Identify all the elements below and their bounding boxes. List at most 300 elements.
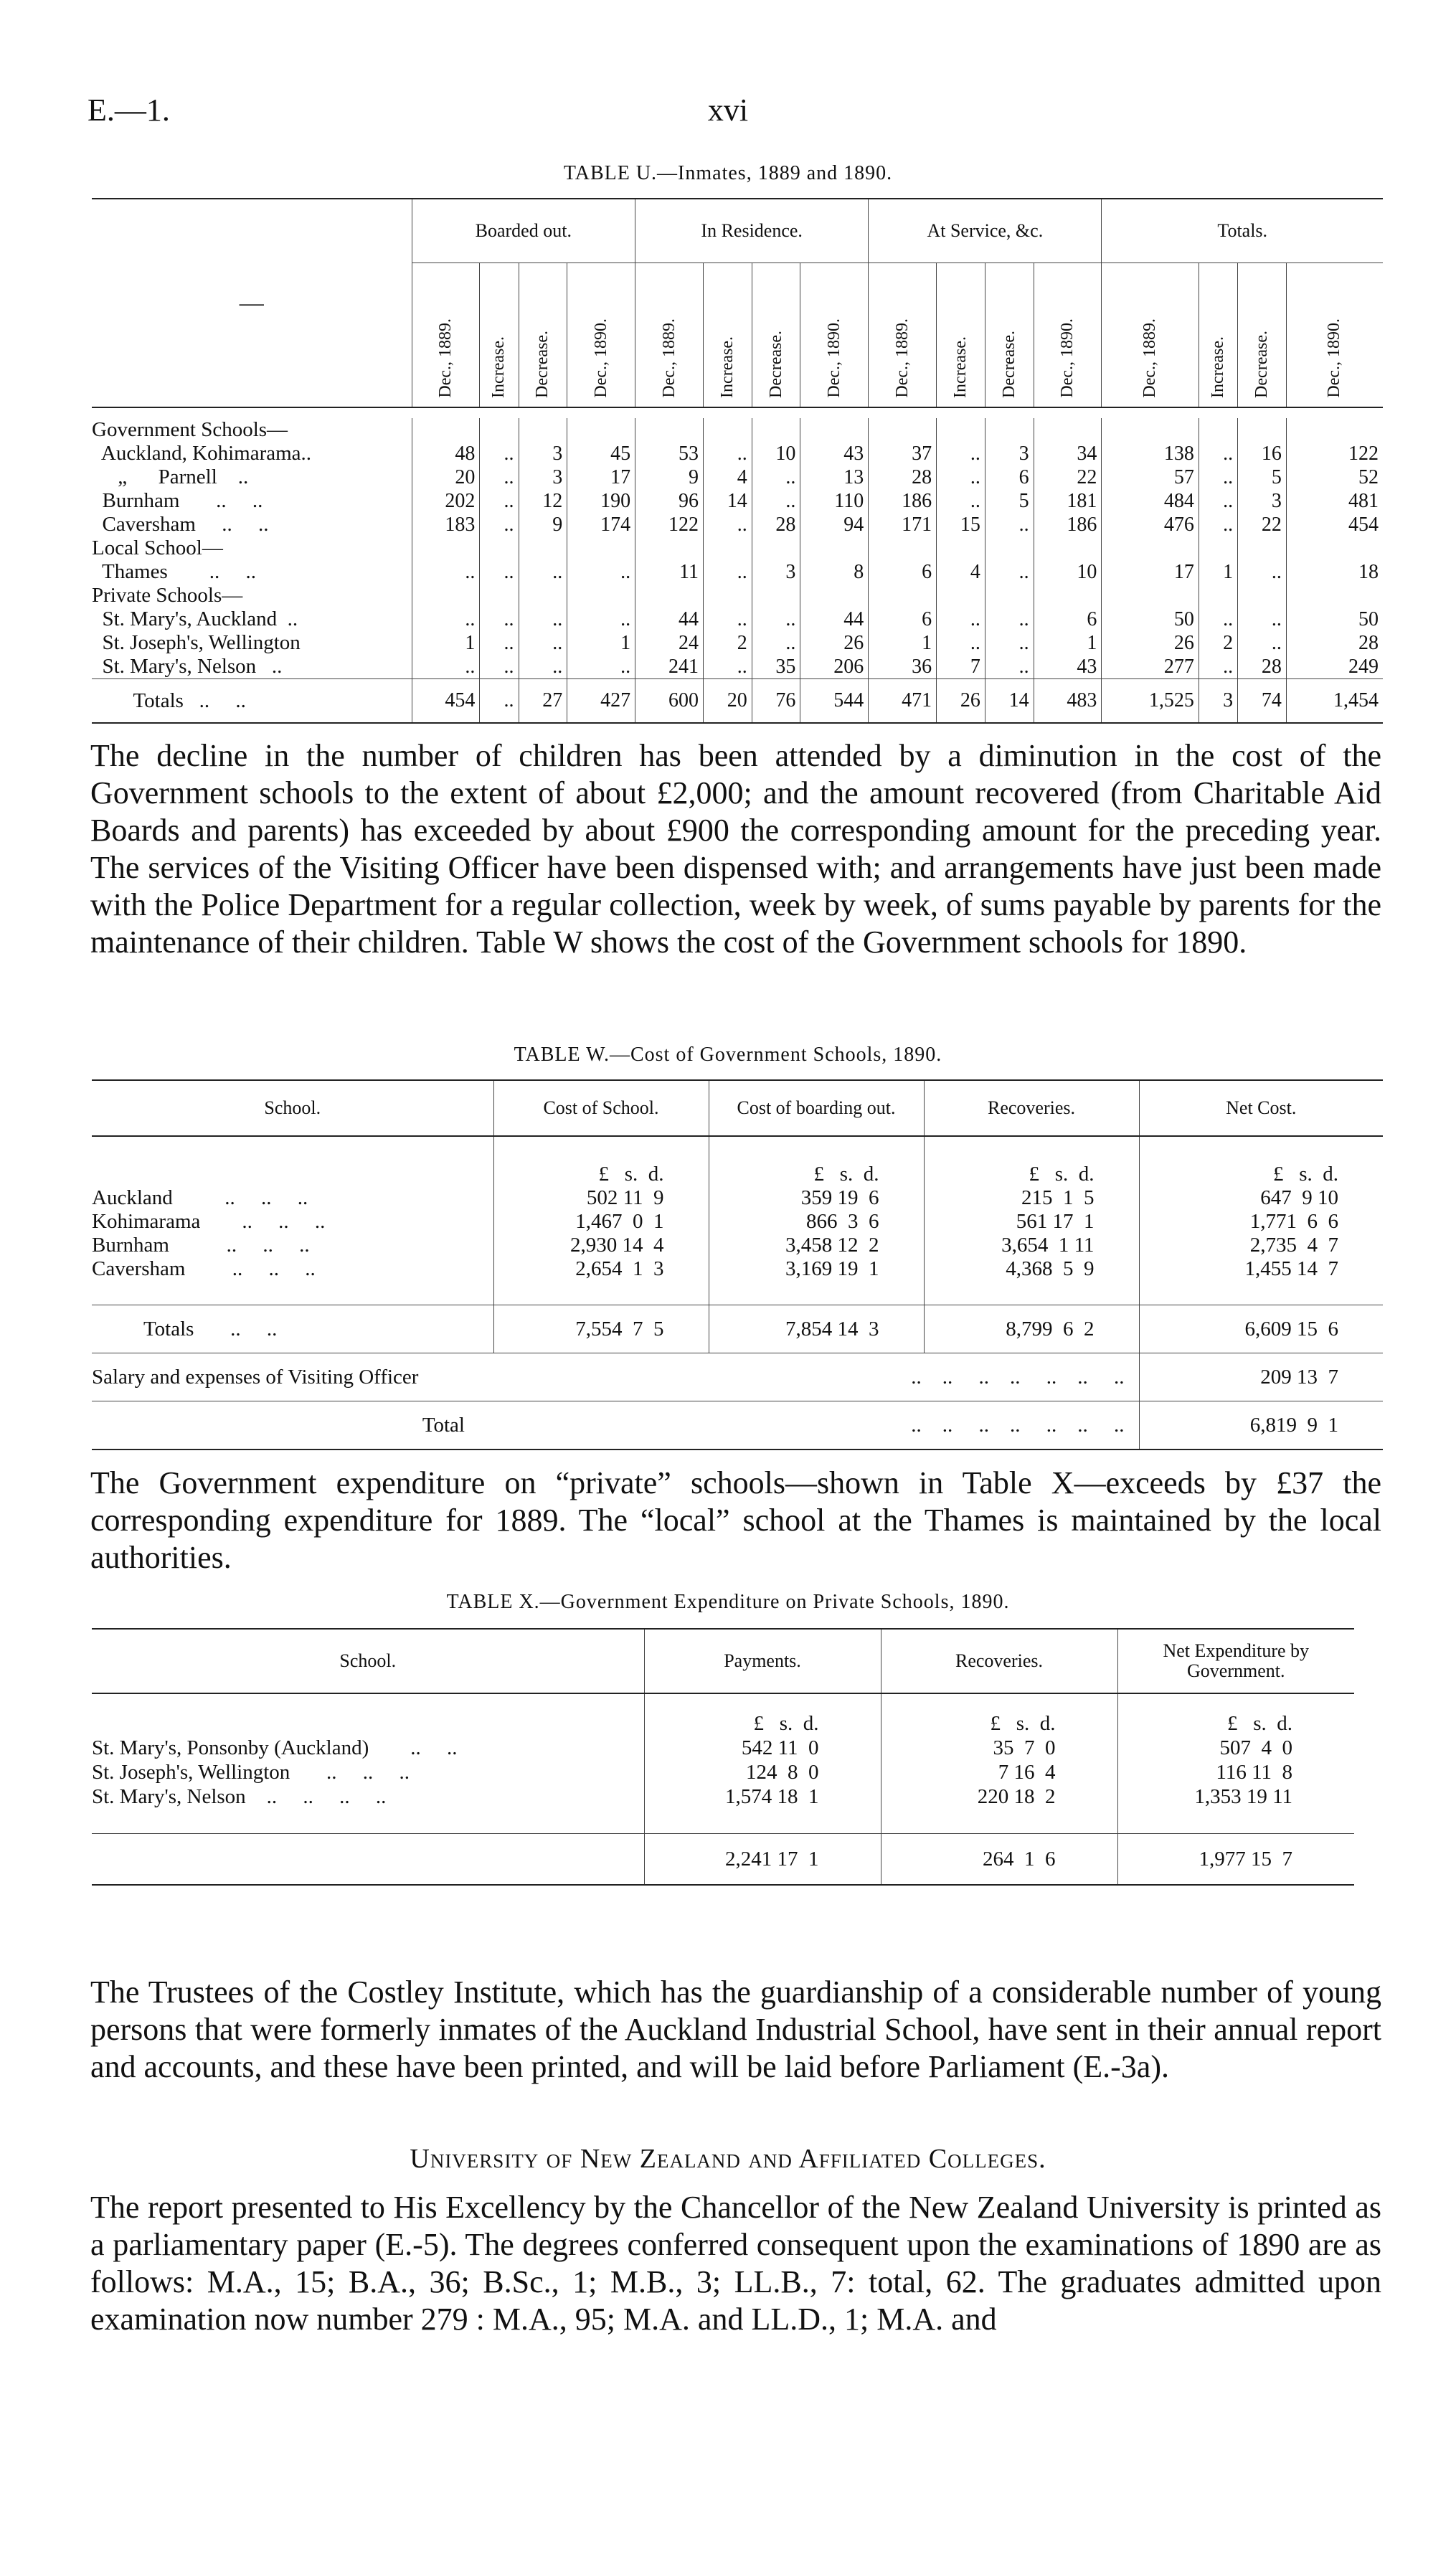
paragraph-decline: The decline in the number of children has been attended by a diminution in the cost of the Government schools to the extent of about £2,000; and the amount recovered (from Charitable Aid Boards and parents) has exceeded by about £900 the corresponding amount for the preceding year. The services of the Visiting Officer have been dispensed with; and arrangements have just been made with the Police Department for a regular collection, week by week, of sums payable by parents for the maintenance of their children. Table W shows the cost of the Government schools for 1890. <box>90 738 1381 960</box>
table-cell: 249 <box>1286 655 1383 679</box>
table-u-subheader: Increase. <box>1199 263 1237 408</box>
table-cell: 277 <box>1102 655 1199 679</box>
table-cell <box>1286 584 1383 607</box>
table-cell: 4 <box>937 560 985 584</box>
table-cell <box>635 584 704 607</box>
table-cell: 50 <box>1286 607 1383 631</box>
row-label: Government Schools— <box>92 418 288 441</box>
table-cell: .. <box>703 607 752 631</box>
table-u-subheader: Decrease. <box>1238 263 1287 408</box>
table-cell: 1 <box>1199 560 1237 584</box>
units-label: £ s. d. <box>709 1136 924 1186</box>
table-cell: 2 <box>703 631 752 655</box>
money-cell: 220 18 2 <box>881 1784 1117 1809</box>
table-row <box>92 442 1383 465</box>
money-cell: 2,654 1 3 <box>493 1257 709 1281</box>
table-cell <box>1102 418 1199 442</box>
table-cell <box>1238 584 1287 607</box>
table-cell: .. <box>480 655 519 679</box>
table-u-group-header: Totals. <box>1102 199 1383 263</box>
table-cell: 454 <box>1286 513 1383 536</box>
table-cell <box>480 418 519 442</box>
totals-row <box>92 679 1383 724</box>
table-x-total-cell: 264 1 6 <box>881 1834 1117 1886</box>
table-row <box>92 418 1383 442</box>
table-cell: 28 <box>1238 655 1287 679</box>
table-cell: 3 <box>519 465 567 489</box>
table-row <box>92 536 1383 560</box>
table-cell: .. <box>752 465 800 489</box>
table-cell: .. <box>567 607 635 631</box>
money-cell: 1,467 0 1 <box>493 1210 709 1234</box>
table-row <box>92 465 1383 489</box>
salary-dots: .. .. .. .. .. .. .. <box>911 1365 1125 1389</box>
row-label: St. Mary's, Nelson .. <box>92 655 283 678</box>
table-w-total-cell: 7,854 14 3 <box>709 1305 924 1353</box>
table-cell: .. <box>519 607 567 631</box>
row-label: Private Schools— <box>92 584 243 607</box>
table-u-subheader: Increase. <box>937 263 985 408</box>
table-cell <box>412 418 480 442</box>
table-u-subheader: Dec., 1889. <box>869 263 937 408</box>
table-row <box>92 1257 1383 1281</box>
money-cell: 2,930 14 4 <box>493 1234 709 1257</box>
table-cell: 476 <box>1102 513 1199 536</box>
table-cell: .. <box>480 465 519 489</box>
table-cell <box>567 584 635 607</box>
school-name: Burnham .. .. .. <box>92 1234 310 1257</box>
table-cell <box>937 584 985 607</box>
money-cell: 866 3 6 <box>709 1210 924 1234</box>
table-cell <box>937 536 985 560</box>
table-cell: 28 <box>869 465 937 489</box>
table-cell: .. <box>1238 631 1287 655</box>
table-cell: 174 <box>567 513 635 536</box>
table-x-header: Payments. <box>644 1629 881 1693</box>
table-cell: 17 <box>567 465 635 489</box>
table-cell <box>800 418 869 442</box>
total-label: Total <box>422 1413 465 1437</box>
table-cell: 122 <box>1286 442 1383 465</box>
table-cell <box>480 584 519 607</box>
table-cell: 3 <box>519 442 567 465</box>
table-u-subheader: Decrease. <box>985 263 1034 408</box>
school-name: Kohimarama .. .. .. <box>92 1210 326 1233</box>
table-cell <box>635 418 704 442</box>
table-cell <box>1199 536 1237 560</box>
table-cell: 22 <box>1034 465 1102 489</box>
table-cell: .. <box>985 513 1034 536</box>
table-row <box>92 1736 1354 1760</box>
paragraph-expenditure: The Government expenditure on “private” schools—shown in Table X—exceeds by £37 the corresponding expenditure for 1889. The “local” school at the Thames is maintained by the local authorities. <box>90 1465 1381 1575</box>
table-cell <box>1102 584 1199 607</box>
table-cell: .. <box>1199 513 1237 536</box>
table-x-total-cell: 2,241 17 1 <box>644 1834 881 1886</box>
table-cell: 43 <box>800 442 869 465</box>
row-label: „ Parnell .. <box>92 465 249 488</box>
total-dots: .. .. .. .. .. .. .. <box>911 1413 1125 1437</box>
table-cell: 3 <box>985 442 1034 465</box>
table-cell <box>412 584 480 607</box>
page-ref: E.—1. <box>88 93 170 128</box>
table-cell: 37 <box>869 442 937 465</box>
money-cell: 647 9 10 <box>1139 1186 1383 1210</box>
salary-value: 209 13 7 <box>1139 1353 1383 1401</box>
table-cell: 57 <box>1102 465 1199 489</box>
table-cell <box>635 536 704 560</box>
table-u-subheader: Dec., 1890. <box>567 263 635 408</box>
school-name: Auckland .. .. .. <box>92 1186 308 1209</box>
table-cell <box>985 584 1034 607</box>
total-cell: 1,454 <box>1286 679 1383 724</box>
table-cell <box>703 536 752 560</box>
table-cell: 3 <box>1238 489 1287 513</box>
table-u-group-header: At Service, &c. <box>869 199 1102 263</box>
totals-label: Totals .. .. <box>92 679 412 724</box>
table-cell: .. <box>1199 442 1237 465</box>
table-cell: .. <box>703 513 752 536</box>
table-cell: 190 <box>567 489 635 513</box>
table-u-subheader: Decrease. <box>752 263 800 408</box>
table-cell: 484 <box>1102 489 1199 513</box>
table-cell: 9 <box>519 513 567 536</box>
table-u-caption: TABLE U.—Inmates, 1889 and 1890. <box>563 162 893 184</box>
total-cell: 26 <box>937 679 985 724</box>
units-label: £ s. d. <box>1139 1136 1383 1186</box>
section-heading: University of New Zealand and Affiliated Colleges. <box>410 2144 1046 2174</box>
money-cell: 116 11 8 <box>1117 1760 1354 1784</box>
table-cell: 206 <box>800 655 869 679</box>
table-cell <box>1238 418 1287 442</box>
table-x-header: School. <box>92 1629 644 1693</box>
money-cell: 3,458 12 2 <box>709 1234 924 1257</box>
table-cell: 6 <box>869 607 937 631</box>
table-cell <box>1199 418 1237 442</box>
table-u-subheader: Decrease. <box>519 263 567 408</box>
table-cell <box>519 536 567 560</box>
table-cell <box>869 584 937 607</box>
table-u-subheader: Increase. <box>480 263 519 408</box>
table-cell: 53 <box>635 442 704 465</box>
table-cell: 10 <box>1034 560 1102 584</box>
money-cell: 4,368 5 9 <box>924 1257 1139 1281</box>
table-w-header: Cost of boarding out. <box>709 1080 924 1136</box>
table-u-subheader: Dec., 1889. <box>1102 263 1199 408</box>
table-cell: 26 <box>1102 631 1199 655</box>
money-cell: 507 4 0 <box>1117 1736 1354 1760</box>
table-row <box>92 1186 1383 1210</box>
table-cell: 1 <box>1034 631 1102 655</box>
table-cell: 14 <box>703 489 752 513</box>
table-cell: .. <box>412 655 480 679</box>
table-cell: 481 <box>1286 489 1383 513</box>
table-cell: 183 <box>412 513 480 536</box>
table-cell: .. <box>752 489 800 513</box>
table-cell: .. <box>567 655 635 679</box>
table-cell: .. <box>985 607 1034 631</box>
table-cell: 44 <box>635 607 704 631</box>
table-cell: 3 <box>752 560 800 584</box>
table-cell: 6 <box>985 465 1034 489</box>
table-cell: 8 <box>800 560 869 584</box>
table-cell: .. <box>1238 607 1287 631</box>
table-u-subheader: Dec., 1890. <box>800 263 869 408</box>
table-cell: 22 <box>1238 513 1287 536</box>
table-cell: .. <box>937 442 985 465</box>
units-label: £ s. d. <box>493 1136 709 1186</box>
table-cell: 28 <box>752 513 800 536</box>
table-w-caption: TABLE W.—Cost of Government Schools, 1890. <box>514 1044 942 1066</box>
total-cell: 3 <box>1199 679 1237 724</box>
school-name: St. Joseph's, Wellington .. .. .. <box>92 1760 410 1784</box>
table-w-total-cell: 8,799 6 2 <box>924 1305 1139 1353</box>
table-cell: .. <box>703 560 752 584</box>
total-cell: 600 <box>635 679 704 724</box>
total-value: 6,819 9 1 <box>1139 1401 1383 1450</box>
table-cell <box>1286 536 1383 560</box>
money-cell: 3,654 1 11 <box>924 1234 1139 1257</box>
table-cell <box>985 536 1034 560</box>
table-row <box>92 1784 1354 1809</box>
table-cell: .. <box>1199 465 1237 489</box>
units-label: £ s. d. <box>644 1693 881 1736</box>
table-w <box>92 1079 1383 1450</box>
table-w-total-cell: 7,554 7 5 <box>493 1305 709 1353</box>
table-cell: .. <box>752 607 800 631</box>
table-cell: 9 <box>635 465 704 489</box>
money-cell: 542 11 0 <box>644 1736 881 1760</box>
total-cell: 27 <box>519 679 567 724</box>
table-cell <box>519 584 567 607</box>
table-cell <box>1034 536 1102 560</box>
table-cell: 94 <box>800 513 869 536</box>
table-cell: .. <box>480 513 519 536</box>
table-cell: 45 <box>567 442 635 465</box>
salary-label: Salary and expenses of Visiting Officer <box>92 1365 419 1389</box>
table-cell: 1 <box>412 631 480 655</box>
total-cell: 427 <box>567 679 635 724</box>
table-row <box>92 1210 1383 1234</box>
table-cell: 181 <box>1034 489 1102 513</box>
total-cell: 20 <box>703 679 752 724</box>
table-cell: .. <box>985 631 1034 655</box>
table-u <box>92 198 1383 724</box>
table-cell: .. <box>1199 607 1237 631</box>
table-x <box>92 1628 1354 1886</box>
table-cell: 202 <box>412 489 480 513</box>
table-cell: .. <box>937 489 985 513</box>
table-cell <box>752 418 800 442</box>
table-cell: 34 <box>1034 442 1102 465</box>
table-u-subheader: Dec., 1889. <box>412 263 480 408</box>
table-cell: .. <box>412 560 480 584</box>
table-w-header: Cost of School. <box>493 1080 709 1136</box>
table-w-totals-label: Totals .. .. <box>92 1317 278 1340</box>
table-cell: 18 <box>1286 560 1383 584</box>
units-label: £ s. d. <box>881 1693 1117 1736</box>
table-cell: 17 <box>1102 560 1199 584</box>
total-cell: 454 <box>412 679 480 724</box>
table-cell <box>869 418 937 442</box>
school-name: Caversham .. .. .. <box>92 1257 316 1280</box>
table-cell <box>703 584 752 607</box>
table-w-header: Recoveries. <box>924 1080 1139 1136</box>
table-cell: 16 <box>1238 442 1287 465</box>
table-cell <box>985 418 1034 442</box>
money-cell: 359 19 6 <box>709 1186 924 1210</box>
table-row <box>92 631 1383 655</box>
total-cell: 1,525 <box>1102 679 1199 724</box>
table-u-group-header: In Residence. <box>635 199 869 263</box>
table-w-header: School. <box>92 1080 493 1136</box>
table-cell: 24 <box>635 631 704 655</box>
total-cell: 544 <box>800 679 869 724</box>
table-u-subheader: Dec., 1889. <box>635 263 704 408</box>
table-cell: .. <box>985 655 1034 679</box>
table-cell: 186 <box>1034 513 1102 536</box>
table-cell <box>752 584 800 607</box>
table-cell: 1 <box>869 631 937 655</box>
table-cell: 15 <box>937 513 985 536</box>
total-cell: .. <box>480 679 519 724</box>
table-row <box>92 655 1383 679</box>
table-cell: 1 <box>567 631 635 655</box>
table-row <box>92 584 1383 607</box>
table-cell <box>1238 536 1287 560</box>
table-x-header: Net Expenditure by Government. <box>1117 1629 1354 1693</box>
paragraph-university: The report presented to His Excellency by the Chancellor of the New Zealand University is printed as a parliamentary paper (E.-5). The degrees conferred consequent upon the examinations of 1890 are as follows: M.A., 15; B.A., 36; B.Sc., 1; M.B., 3; LL.B., 7: total, 62. The graduates admitted upon examination now number 279 : M.A., 95; M.A. and LL.D., 1; M.A. and <box>90 2190 1381 2337</box>
school-name: St. Mary's, Ponsonby (Auckland) .. .. <box>92 1736 458 1759</box>
money-cell: 561 17 1 <box>924 1210 1139 1234</box>
table-u-corner: — <box>239 289 264 316</box>
table-row <box>92 1234 1383 1257</box>
table-u-subheader: Dec., 1890. <box>1286 263 1383 408</box>
table-cell <box>567 418 635 442</box>
table-cell <box>1286 418 1383 442</box>
table-cell: .. <box>519 560 567 584</box>
table-cell: .. <box>937 465 985 489</box>
row-label: Auckland, Kohimarama.. <box>92 442 312 465</box>
row-label: St. Mary's, Auckland .. <box>92 607 298 630</box>
total-cell: 471 <box>869 679 937 724</box>
table-cell: 36 <box>869 655 937 679</box>
table-cell: .. <box>519 631 567 655</box>
table-cell: 10 <box>752 442 800 465</box>
table-cell: .. <box>567 560 635 584</box>
paragraph-costley: The Trustees of the Costley Institute, which has the guardianship of a considerable number of young persons that were formerly inmates of the Auckland Industrial School, have sent in their annual report and accounts, and these have been printed, and will be laid before Parliament (E.-3a). <box>90 1975 1381 2084</box>
table-row <box>92 607 1383 631</box>
table-cell: 110 <box>800 489 869 513</box>
table-u-subheader: Dec., 1890. <box>1034 263 1102 408</box>
table-cell <box>519 418 567 442</box>
table-cell: 12 <box>519 489 567 513</box>
money-cell: 124 8 0 <box>644 1760 881 1784</box>
table-cell: .. <box>519 655 567 679</box>
table-cell: 44 <box>800 607 869 631</box>
table-cell: .. <box>480 607 519 631</box>
table-cell <box>800 536 869 560</box>
total-cell: 14 <box>985 679 1034 724</box>
table-cell: .. <box>985 560 1034 584</box>
total-cell: 76 <box>752 679 800 724</box>
table-cell: 50 <box>1102 607 1199 631</box>
table-cell: 5 <box>985 489 1034 513</box>
table-row <box>92 489 1383 513</box>
table-cell: 35 <box>752 655 800 679</box>
row-label: Thames .. .. <box>92 560 257 583</box>
table-cell: .. <box>480 489 519 513</box>
table-cell: .. <box>480 442 519 465</box>
table-cell: 28 <box>1286 631 1383 655</box>
table-row <box>92 513 1383 536</box>
units-label: £ s. d. <box>924 1136 1139 1186</box>
table-cell: .. <box>937 631 985 655</box>
row-label: Local School— <box>92 536 223 559</box>
table-cell: 13 <box>800 465 869 489</box>
units-label: £ s. d. <box>1117 1693 1354 1736</box>
money-cell: 502 11 9 <box>493 1186 709 1210</box>
table-cell: 96 <box>635 489 704 513</box>
table-cell <box>1034 584 1102 607</box>
table-cell: 20 <box>412 465 480 489</box>
table-cell: 48 <box>412 442 480 465</box>
table-cell <box>869 536 937 560</box>
school-name: St. Mary's, Nelson .. .. .. .. <box>92 1784 387 1808</box>
table-cell <box>1034 418 1102 442</box>
table-cell: .. <box>480 631 519 655</box>
money-cell: 215 1 5 <box>924 1186 1139 1210</box>
row-label: Burnham .. .. <box>92 489 263 512</box>
table-cell: 11 <box>635 560 704 584</box>
table-cell <box>800 584 869 607</box>
table-w-total-cell: 6,609 15 6 <box>1139 1305 1383 1353</box>
table-cell <box>567 536 635 560</box>
page-number: xvi <box>707 93 749 128</box>
money-cell: 2,735 4 7 <box>1139 1234 1383 1257</box>
table-x-total-cell: 1,977 15 7 <box>1117 1834 1354 1886</box>
table-cell: .. <box>412 607 480 631</box>
row-label: St. Joseph's, Wellington <box>92 631 301 654</box>
table-cell: 6 <box>869 560 937 584</box>
total-cell: 74 <box>1238 679 1287 724</box>
table-cell: 26 <box>800 631 869 655</box>
table-u-subheader: Increase. <box>703 263 752 408</box>
money-cell: 7 16 4 <box>881 1760 1117 1784</box>
table-cell <box>703 418 752 442</box>
money-cell: 1,771 6 6 <box>1139 1210 1383 1234</box>
table-cell <box>480 536 519 560</box>
table-cell <box>1102 536 1199 560</box>
table-row <box>92 1760 1354 1784</box>
table-cell: .. <box>752 631 800 655</box>
table-cell: 122 <box>635 513 704 536</box>
table-cell <box>412 536 480 560</box>
table-cell: 2 <box>1199 631 1237 655</box>
table-cell <box>752 536 800 560</box>
table-cell: 241 <box>635 655 704 679</box>
table-row <box>92 560 1383 584</box>
table-cell: .. <box>1238 560 1287 584</box>
table-x-caption: TABLE X.—Government Expenditure on Private Schools, 1890. <box>446 1591 1010 1613</box>
table-x-header: Recoveries. <box>881 1629 1117 1693</box>
table-cell <box>1199 584 1237 607</box>
table-cell: .. <box>480 560 519 584</box>
money-cell: 35 7 0 <box>881 1736 1117 1760</box>
table-cell: 7 <box>937 655 985 679</box>
money-cell: 1,455 14 7 <box>1139 1257 1383 1281</box>
money-cell: 3,169 19 1 <box>709 1257 924 1281</box>
table-cell: .. <box>1199 489 1237 513</box>
